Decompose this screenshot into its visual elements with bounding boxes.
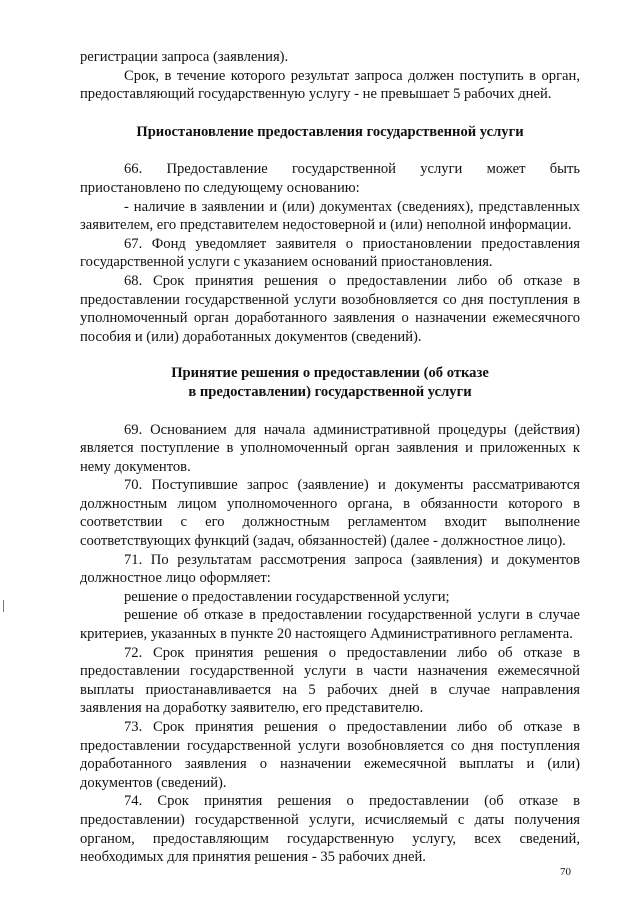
section-heading-decision [80,364,580,401]
section-heading-decision-line1: Принятие решения о предоставлении (об отказе [171,365,489,382]
paragraph-71: 71. По результатам рассмотрения запроса (заявления) и документов должностное лицо оформляет: [80,551,580,587]
paragraph-continuation: регистрации запроса (заявления). [80,49,289,65]
paragraph-66: 66. Предоставление государственной услуги может быть приостановлено по следующему основанию: [80,161,580,196]
paragraph-72: 72. Срок принятия решения о предоставлении либо об отказе в предоставлении государственной услуги в части назначения ежемесячной выплаты приостанавливается на 5 рабочих дней в случае направления заявления на доработку заявителю, его представителю. [80,644,580,717]
paragraph-71-option-refuse: решение об отказе в предоставлении государственной услуги в случае критериев, указанных в пункте 20 настоящего Административного регламента. [80,607,580,643]
section-heading-decision-line2: в предоставлении) государственной услуги [188,383,472,400]
paragraph-67: 67. Фонд уведомляет заявителя о приостановлении предоставления государственной услуги с указанием оснований приостановления. [80,235,580,271]
section-heading-suspension: Приостановление предоставления государственной услуги [136,123,524,140]
document-page [80,48,580,867]
paragraph-71-option-grant: решение о предоставлении государственной услуги; [124,588,450,605]
paragraph-result-deadline: Срок, в течение которого результат запроса должен поступить в орган, предоставляющий государственную услугу - не превышает 5 рабочих дней. [80,67,580,103]
paragraph-74: 74. Срок принятия решения о предоставлении (об отказе в предоставлении) государственной услуги, исчисляемый с даты получения органом, предоставляющим государственную услугу, всех сведений, необходимых для принятия решения - 35 рабочих дней. [80,793,580,866]
paragraph-66-item: - наличие в заявлении и (или) документах (сведениях), представленных заявителем, его представителем недостоверной и (или) неполной информации. [80,198,580,234]
page-number: 70 [560,866,571,878]
paragraph-69: 69. Основанием для начала административной процедуры (действия) является поступление в уполномоченный орган заявления и приложенных к нему документов. [80,421,580,475]
paragraph-68: 68. Срок принятия решения о предоставлении либо об отказе в предоставлении государственной услуги возобновляется со дня поступления в уполномоченный орган доработанного заявления о назначении ежемесячного пособия и (или) доработанных документов (сведений). [80,272,580,345]
scan-margin-mark [3,600,4,612]
paragraph-73: 73. Срок принятия решения о предоставлении либо об отказе в предоставлении государственной услуги возобновляется со дня поступления доработанного заявления о назначении ежемесячной выплаты и (или) документов (сведений). [80,719,580,791]
paragraph-70: 70. Поступившие запрос (заявление) и документы рассматриваются должностным лицом уполномоченного органа, в обязанности которого в соответствии с его должностным регламентом входит выполнение соответствующих функций (задач, обязанностей) (далее - должностное лицо). [80,477,580,550]
